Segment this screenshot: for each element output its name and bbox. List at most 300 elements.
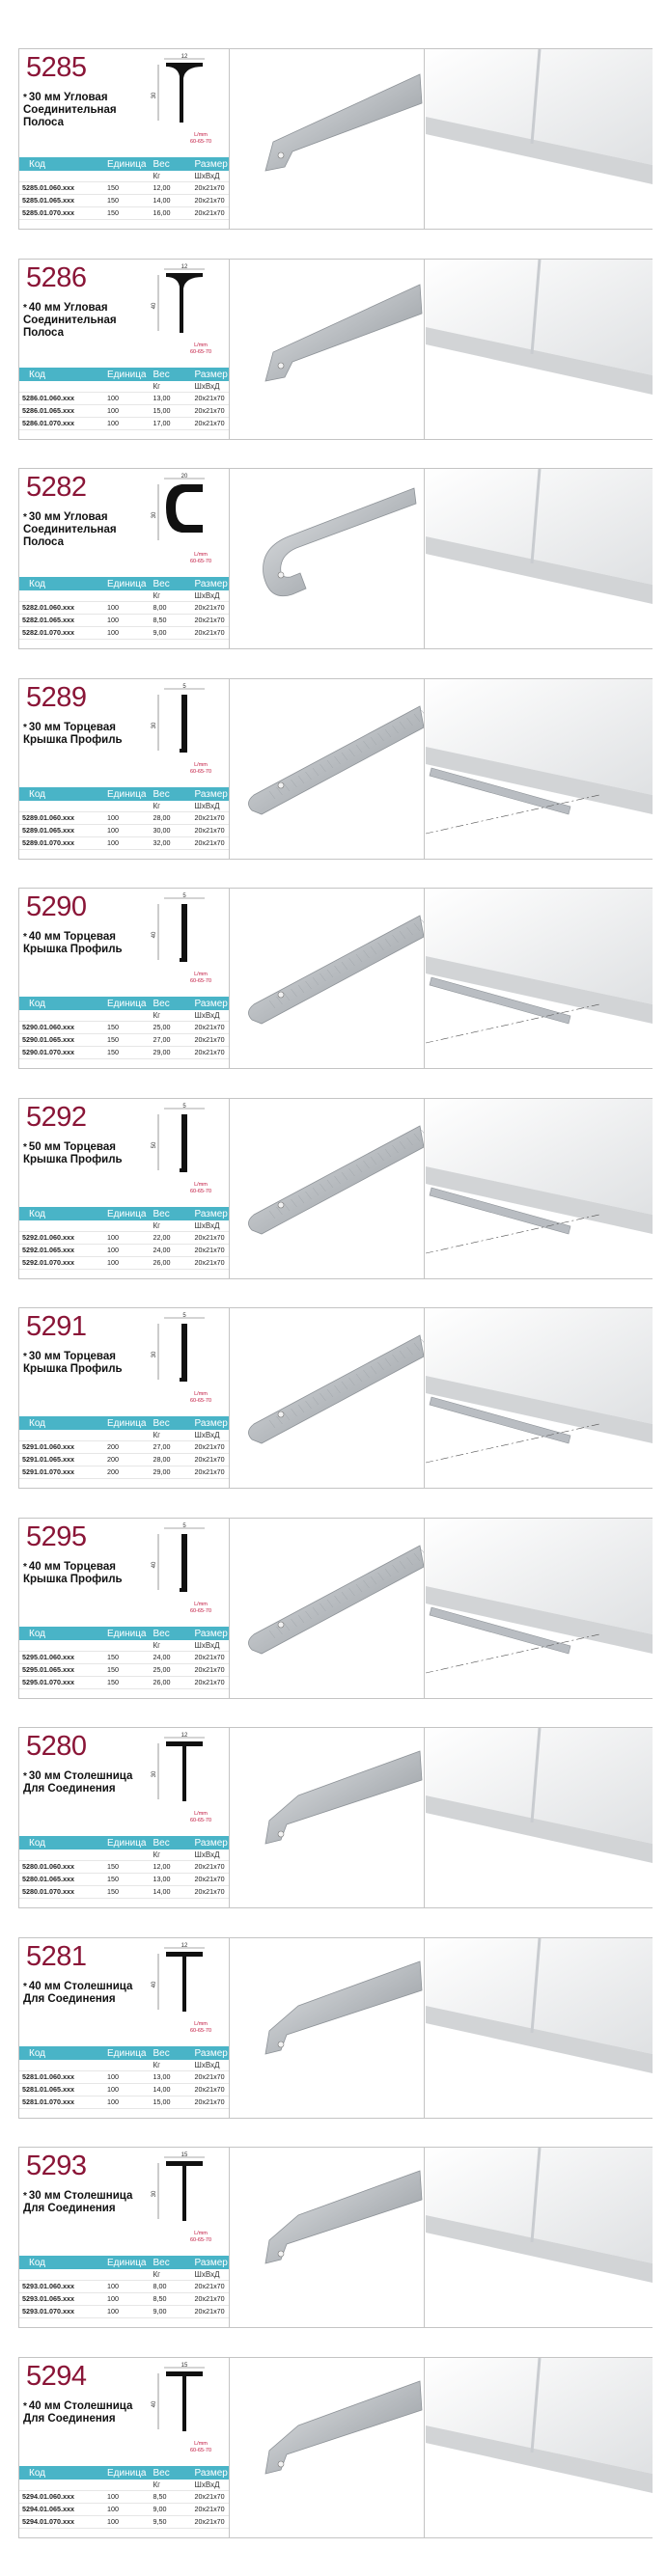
table-cell: 5294.01.065.xxx [19,2503,100,2515]
table-cell: 5293.01.065.xxx [19,2292,100,2305]
table-cell: 200 [100,1466,147,1478]
table-row [19,1231,229,1244]
spec-table [19,1836,229,1899]
product-title-text: 30 мм Угловая Соединительная Полоса [23,511,117,548]
profile-drawing [143,473,226,571]
product-photo [231,889,425,1068]
spec-table [19,2256,229,2318]
table-row [19,2292,229,2305]
product-info [19,679,230,859]
length-label: 60-65-70 [189,2237,212,2243]
column-header: Вес [147,1416,188,1430]
countertop-render [426,469,653,648]
aluminium-profile [265,74,422,171]
table-cell: 150 [100,1046,147,1058]
table-row [19,1033,229,1046]
product-code: 5286 [26,262,87,293]
column-header: Размер [188,1416,230,1430]
unit-cell [100,171,147,181]
table-cell: 20x21x70 [188,2280,230,2292]
table-cell: 100 [100,2515,147,2528]
length-label: L/mm [194,1602,208,1607]
profile-drawing [143,2151,226,2250]
table-cell: 150 [100,1033,147,1046]
table-cell: 9,00 [147,2305,188,2317]
screw-hole [278,782,284,788]
table-row [19,1873,229,1885]
product-title-text: 40 мм Угловая Соединительная Полоса [23,302,117,339]
asterisk-mark: * [23,512,27,523]
table-cell: 9,00 [147,626,188,639]
table-cell: 5293.01.060.xxx [19,2280,100,2292]
product-code: 5289 [26,682,87,713]
product-info [19,889,230,1068]
product-title [23,722,147,747]
length-label: 60-65-70 [189,978,212,984]
column-header: Код [19,577,100,590]
table-row [19,824,229,836]
application-scene [426,2358,653,2537]
unit-cell [100,1010,147,1021]
column-header: Вес [147,1627,188,1640]
length-label: L/mm [194,2441,208,2447]
table-cell: 5295.01.065.xxx [19,1663,100,1676]
column-header: Размер [188,2046,230,2060]
table-cell: 5291.01.060.xxx [19,1440,100,1453]
profile-drawing-svg [143,2362,226,2460]
unit-cell [19,1010,100,1021]
application-scene [426,260,653,439]
table-cell: 5292.01.065.xxx [19,1244,100,1256]
table-cell: 20x21x70 [188,392,230,404]
unit-cell: ШхВхД [188,1640,230,1651]
table-cell: 5286.01.060.xxx [19,392,100,404]
table-header-row [19,1416,229,1430]
asterisk-mark: * [23,2401,27,2412]
table-cell: 20x21x70 [188,2292,230,2305]
table-cell: 5285.01.065.xxx [19,194,100,206]
table-cell: 5294.01.060.xxx [19,2490,100,2503]
countertop-render [426,679,653,859]
profile-shape [166,2161,203,2221]
column-header: Размер [188,577,230,590]
table-cell: 20x21x70 [188,1873,230,1885]
profile-drawing-svg [143,683,226,781]
unit-cell [19,171,100,181]
product-title-text: 30 мм Угловая Соединительная Полоса [23,92,117,128]
unit-cell [19,1430,100,1440]
profile-shape [166,63,203,123]
width-dimension: 12 [181,1733,188,1739]
column-header: Вес [147,157,188,171]
column-header: Код [19,368,100,381]
table-cell: 28,00 [147,1453,188,1466]
countertop-render [426,2358,653,2537]
table-cell: 24,00 [147,1244,188,1256]
table-cell: 20x21x70 [188,1033,230,1046]
height-dimension: 30 [152,1351,157,1358]
product-render [231,1099,425,1278]
column-header: Вес [147,2256,188,2269]
product-render [231,1728,425,1907]
product-title [23,302,147,340]
table-row [19,1046,229,1058]
application-scene [426,889,653,1068]
table-cell: 100 [100,2503,147,2515]
column-header: Вес [147,1207,188,1220]
table-cell: 20x21x70 [188,1440,230,1453]
height-dimension: 40 [152,2400,157,2408]
table-row [19,626,229,639]
table-cell: 100 [100,601,147,614]
table-cell: 100 [100,2280,147,2292]
table-cell: 100 [100,2292,147,2305]
product-card [18,2147,653,2328]
product-code: 5291 [26,1311,87,1342]
unit-cell: Кг [147,1430,188,1440]
screw-hole [278,363,284,369]
units-row [19,381,229,392]
asterisk-mark: * [23,932,27,943]
product-title [23,2190,147,2215]
countertop-render [426,1099,653,1278]
column-header: Единица [100,157,147,171]
table-cell: 150 [100,1860,147,1873]
product-photo [231,1308,425,1488]
column-header: Единица [100,2046,147,2060]
table-cell: 100 [100,626,147,639]
table-cell: 20x21x70 [188,601,230,614]
table-cell: 20x21x70 [188,404,230,417]
product-render [231,469,425,648]
product-photo [231,260,425,439]
aluminium-profile [265,285,422,381]
table-cell: 8,50 [147,2490,188,2503]
length-label: L/mm [194,1182,208,1188]
table-row [19,194,229,206]
product-code: 5295 [26,1521,87,1552]
asterisk-mark: * [23,93,27,103]
asterisk-mark: * [23,1142,27,1153]
table-cell: 5292.01.070.xxx [19,1256,100,1269]
product-info [19,469,230,648]
table-cell: 25,00 [147,1021,188,1033]
table-cell: 9,50 [147,2515,188,2528]
units-row [19,2269,229,2280]
spec-table [19,1207,229,1270]
column-header: Код [19,2466,100,2480]
profile-drawing [143,53,226,151]
product-info [19,2358,230,2537]
column-header: Вес [147,368,188,381]
countertop-render [426,1938,653,2118]
table-cell: 150 [100,1873,147,1885]
table-row [19,1256,229,1269]
column-header: Размер [188,1627,230,1640]
unit-cell: Кг [147,2060,188,2070]
product-card [18,1098,653,1279]
length-label: 60-65-70 [189,1818,212,1823]
units-row [19,171,229,181]
spec-table [19,2046,229,2109]
units-row [19,1010,229,1021]
product-card [18,1937,653,2119]
table-cell: 5281.01.060.xxx [19,2070,100,2083]
product-card [18,1727,653,1908]
table-cell: 8,00 [147,601,188,614]
product-photo [231,679,425,859]
table-cell: 27,00 [147,1033,188,1046]
table-cell: 150 [100,194,147,206]
screw-hole [278,1831,284,1837]
table-header-row [19,157,229,171]
screw-hole [278,1411,284,1417]
countertop-render [426,1728,653,1907]
product-title-text: 40 мм Торцевая Крышка Профиль [23,1561,123,1585]
countertop-render [426,260,653,439]
application-scene [426,1519,653,1698]
table-cell: 5282.01.070.xxx [19,626,100,639]
product-title-text: 30 мм Торцевая Крышка Профиль [23,1351,123,1375]
table-cell: 20x21x70 [188,2070,230,2083]
product-title [23,1141,147,1166]
table-cell: 100 [100,824,147,836]
unit-cell [19,2480,100,2490]
unit-cell: ШхВхД [188,2060,230,2070]
unit-cell [100,1220,147,1231]
application-scene [426,1308,653,1488]
profile-drawing-svg [143,473,226,571]
product-title [23,511,147,549]
table-row [19,601,229,614]
column-header: Единица [100,368,147,381]
product-title [23,1351,147,1376]
screw-hole [278,992,284,998]
product-info [19,1938,230,2118]
application-scene [426,2148,653,2327]
profile-drawing-svg [143,53,226,151]
application-scene [426,1728,653,1907]
length-label: L/mm [194,2021,208,2027]
table-cell: 5286.01.070.xxx [19,417,100,429]
column-header: Размер [188,2256,230,2269]
table-row [19,1021,229,1033]
length-label: 60-65-70 [189,769,212,775]
unit-cell: ШхВхД [188,2480,230,2490]
product-photo [231,2358,425,2537]
screw-hole [278,572,284,578]
spec-table [19,368,229,430]
table-header-row [19,2256,229,2269]
length-label: 60-65-70 [189,139,212,145]
unit-cell [19,2060,100,2070]
width-dimension: 12 [181,264,188,270]
product-render [231,889,425,1068]
profile-shape [166,273,203,333]
table-cell: 150 [100,181,147,194]
length-label: 60-65-70 [189,2448,212,2453]
width-dimension: 5 [182,684,186,690]
profile-drawing [143,263,226,362]
table-header-row [19,1627,229,1640]
table-row [19,1676,229,1688]
table-cell: 150 [100,1663,147,1676]
column-header: Код [19,2046,100,2060]
spec-table [19,1416,229,1479]
length-label: 60-65-70 [189,1398,212,1404]
units-row [19,1430,229,1440]
table-cell: 27,00 [147,1440,188,1453]
table-cell: 20x21x70 [188,206,230,219]
table-header-row [19,1836,229,1850]
table-cell: 25,00 [147,1663,188,1676]
asterisk-mark: * [23,1562,27,1573]
profile-drawing [143,2362,226,2460]
product-info [19,1728,230,1907]
column-header: Единица [100,2256,147,2269]
unit-cell: Кг [147,1640,188,1651]
product-photo [231,1938,425,2118]
table-cell: 200 [100,1453,147,1466]
table-cell: 20x21x70 [188,2490,230,2503]
table-row [19,2083,229,2096]
profile-shape [180,695,187,753]
table-cell: 5280.01.060.xxx [19,1860,100,1873]
table-cell: 20x21x70 [188,836,230,849]
column-header: Вес [147,2046,188,2060]
table-cell: 13,00 [147,1873,188,1885]
application-scene [426,679,653,859]
table-row [19,404,229,417]
profile-shape [166,2371,203,2431]
column-header: Единица [100,997,147,1010]
product-title-text: 30 мм Столешница Для Соединения [23,2190,133,2214]
profile-drawing-svg [143,1522,226,1621]
product-code: 5293 [26,2151,87,2181]
table-cell: 20x21x70 [188,1244,230,1256]
units-row [19,1850,229,1860]
unit-cell [19,381,100,392]
width-dimension: 20 [181,474,188,480]
table-cell: 17,00 [147,417,188,429]
unit-cell [100,1430,147,1440]
product-render [231,1308,425,1488]
unit-cell: Кг [147,2269,188,2280]
product-info [19,1308,230,1488]
unit-cell: ШхВхД [188,2269,230,2280]
table-cell: 150 [100,1676,147,1688]
unit-cell [19,1220,100,1231]
table-header-row [19,787,229,801]
column-header: Код [19,787,100,801]
length-label: 60-65-70 [189,349,212,355]
product-code: 5285 [26,52,87,83]
unit-cell: ШхВхД [188,1220,230,1231]
spec-table [19,997,229,1059]
table-row [19,2305,229,2317]
column-header: Единица [100,2466,147,2480]
table-cell: 9,00 [147,2503,188,2515]
width-dimension: 5 [182,893,186,899]
table-cell: 13,00 [147,392,188,404]
table-cell: 100 [100,2083,147,2096]
table-row [19,1663,229,1676]
profile-shape [180,904,187,962]
unit-cell: ШхВхД [188,590,230,601]
length-label: L/mm [194,1391,208,1397]
table-cell: 100 [100,2490,147,2503]
table-cell: 26,00 [147,1256,188,1269]
profile-drawing [143,1522,226,1621]
screw-hole [278,152,284,158]
table-cell: 20x21x70 [188,181,230,194]
product-title-text: 50 мм Торцевая Крышка Профиль [23,1141,123,1165]
table-cell: 100 [100,2305,147,2317]
product-title [23,92,147,129]
width-dimension: 15 [181,2152,188,2158]
unit-cell: ШхВхД [188,381,230,392]
aluminium-profile [265,1751,422,1844]
table-cell: 20x21x70 [188,1663,230,1676]
table-cell: 5289.01.070.xxx [19,836,100,849]
table-header-row [19,2466,229,2480]
width-dimension: 12 [181,54,188,60]
product-title [23,1981,147,2006]
length-label: 60-65-70 [189,559,212,564]
table-row [19,1466,229,1478]
table-row [19,1453,229,1466]
unit-cell: ШхВхД [188,171,230,181]
column-header: Вес [147,787,188,801]
product-render [231,679,425,859]
profile-drawing-svg [143,1942,226,2041]
spec-table [19,577,229,640]
countertop-render [426,1519,653,1698]
product-title-text: 40 мм Столешница Для Соединения [23,1981,133,2005]
length-label: L/mm [194,1811,208,1817]
profile-drawing-svg [143,892,226,991]
width-dimension: 5 [182,1523,186,1529]
product-photo [231,1728,425,1907]
table-cell: 12,00 [147,181,188,194]
table-cell: 20x21x70 [188,2503,230,2515]
product-render [231,1519,425,1698]
unit-cell [100,2060,147,2070]
units-row [19,801,229,811]
table-cell: 8,00 [147,2280,188,2292]
product-render [231,49,425,229]
column-header: Единица [100,577,147,590]
table-cell: 20x21x70 [188,626,230,639]
length-label: 60-65-70 [189,2028,212,2034]
column-header: Единица [100,1627,147,1640]
table-cell: 14,00 [147,194,188,206]
table-row [19,2503,229,2515]
product-photo [231,49,425,229]
table-cell: 5291.01.070.xxx [19,1466,100,1478]
table-cell: 32,00 [147,836,188,849]
unit-cell: Кг [147,381,188,392]
table-cell: 5282.01.060.xxx [19,601,100,614]
length-label: L/mm [194,552,208,558]
countertop-render [426,2148,653,2327]
table-cell: 20x21x70 [188,417,230,429]
product-code: 5281 [26,1941,87,1972]
table-cell: 5280.01.065.xxx [19,1873,100,1885]
countertop-render [426,1308,653,1488]
height-dimension: 30 [152,92,157,99]
height-dimension: 30 [152,2190,157,2198]
